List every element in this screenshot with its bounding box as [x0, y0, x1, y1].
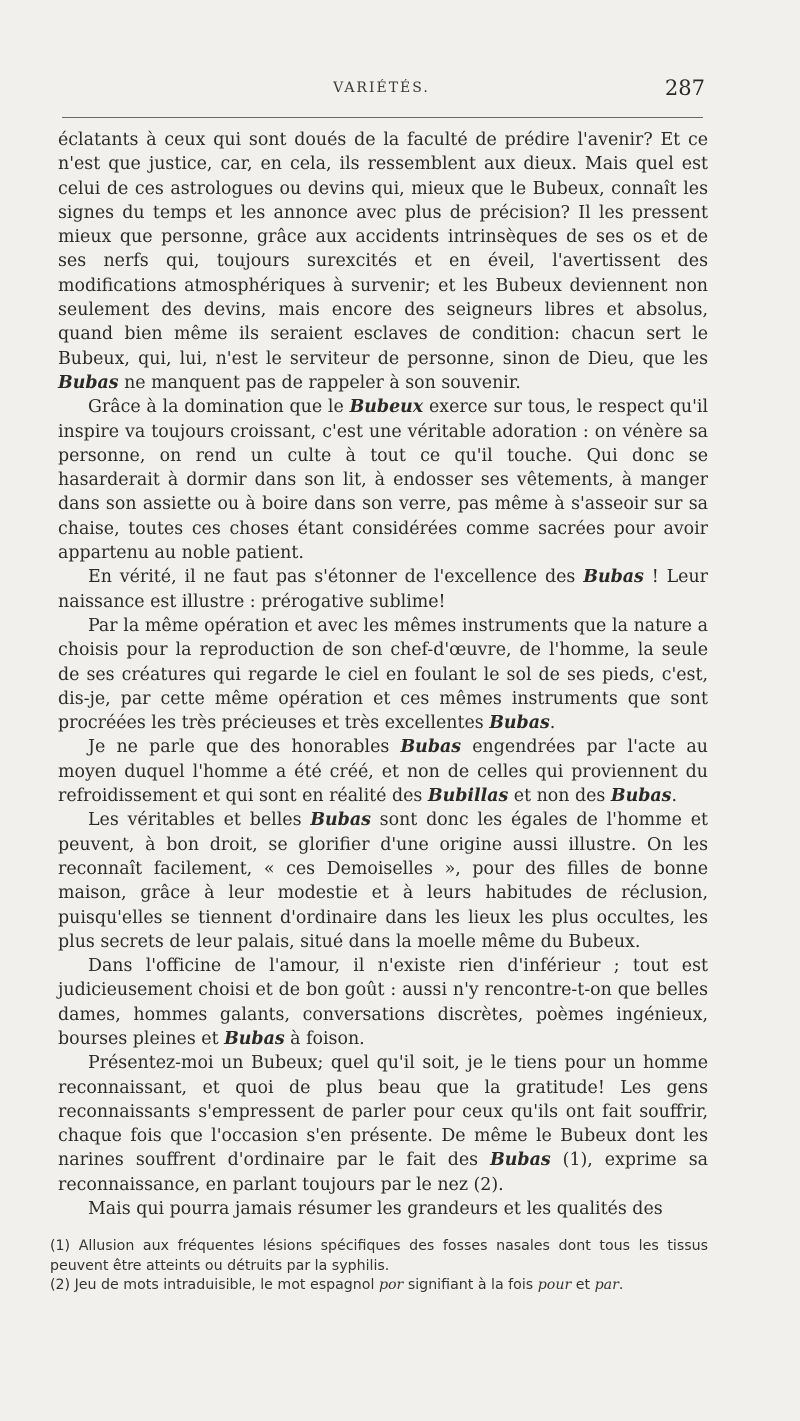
paragraph: Par la même opération et avec les mêmes instruments que la nature a choisis pour la reproduction de son chef-d'œuvre, de l'homme, la seule de ses créatures qui regarde le ciel en foulant le sol de ses pieds, c'est, dis-je, par cette même opération et ces mêmes instruments que sont procréées les très précieuses et très excellentes Bubas. — [58, 615, 708, 734]
paragraph: Grâce à la domination que le Bubeux exerce sur tous, le respect qu'il inspire va toujours croissant, c'est une véritable adoration : on vénère sa personne, on rend un culte à tout ce qu'il touche. Qui donc se hasarderait à dormir dans son lit, à endosser ses vêtements, à manger dans son assiette ou à boire dans son verre, pas même à s'asseoir sur sa chaise, toutes ces choses étant considérées comme sacrées pour avoir appartenu au noble patient. — [58, 397, 708, 564]
page-number: 287 — [664, 76, 705, 100]
footnote: (1) Allusion aux fréquentes lésions spécifiques des fosses nasales dont tous les tissus peuvent être atteints ou détruits par la syphilis. — [50, 1238, 708, 1274]
paragraph: Les véritables et belles Bubas sont donc les égales de l'homme et peuvent, à bon droit, se glorifier d'une origine aussi illustre. On les reconnaît facilement, « ces Demoiselles », pour des filles de bonne maison, grâce à leur modestie et à leurs habitudes de réclusion, puisqu'elles se tiennent d'ordinaire dans les lieux les plus occultes, les plus secrets de leur palais, situé dans la moelle même du Bubeux. — [58, 810, 708, 952]
paragraph: Je ne parle que des honorables Bubas engendrées par l'acte au moyen duquel l'homme a été créé, et non de celles qui proviennent du refroidissement et qui sont en réalité des Bubillas et non des Bubas. — [58, 737, 708, 807]
header-rule — [62, 117, 703, 118]
body-text — [58, 128, 708, 1221]
running-title: VARIÉTÉS. — [333, 80, 430, 96]
paragraph: Présentez-moi un Bubeux; quel qu'il soit, je le tiens pour un homme reconnaissant, et quoi de plus beau que la gratitude! Les gens reconnaissants s'empressent de parler pour ceux qu'ils ont fait souffrir, chaque fois que l'occasion s'en présente. De même le Bubeux dont les narines souffrent d'ordinaire par le fait des Bubas (1), exprime sa reconnaissance, en parlant toujours par le nez (2). — [58, 1053, 708, 1195]
paragraph: Dans l'officine de l'amour, il n'existe rien d'inférieur ; tout est judicieusement choisi et de bon goût : aussi n'y rencontre-t-on que belles dames, hommes galants, conversations discrètes, poèmes ingénieux, bourses pleines et Bubas à foison. — [58, 956, 708, 1049]
paragraph: En vérité, il ne faut pas s'étonner de l'excellence des Bubas ! Leur naissance est illustre : prérogative sublime! — [58, 567, 708, 612]
page-header — [58, 76, 705, 104]
footnote: (2) Jeu de mots intraduisible, le mot espagnol por signifiant à la fois pour et par. — [50, 1277, 624, 1294]
paragraph: Mais qui pourra jamais résumer les grandeurs et les qualités des — [88, 1199, 663, 1220]
footnotes — [50, 1237, 708, 1296]
paragraph: éclatants à ceux qui sont doués de la faculté de prédire l'avenir? Et ce n'est que justice, car, en cela, ils ressemblent aux dieux. Mais quel est celui de ces astrologues ou devins qui, mieux que le Bubeux, connaît les signes du temps et les annonce avec plus de précision? Il les pressent mieux que personne, grâce aux accidents intrinsèques de ses os et de ses nerfs qui, toujours surexcités et en éveil, l'avertissent des modifications atmosphériques à survenir; et les Bubeux deviennent non seulement des devins, mais encore des seigneurs libres et absolus, quand bien même ils seraient esclaves de condition: chacun sert le Bubeux, qui, lui, n'est le serviteur de personne, sinon de Dieu, que les Bubas ne manquent pas de rappeler à son souvenir. — [58, 130, 708, 393]
